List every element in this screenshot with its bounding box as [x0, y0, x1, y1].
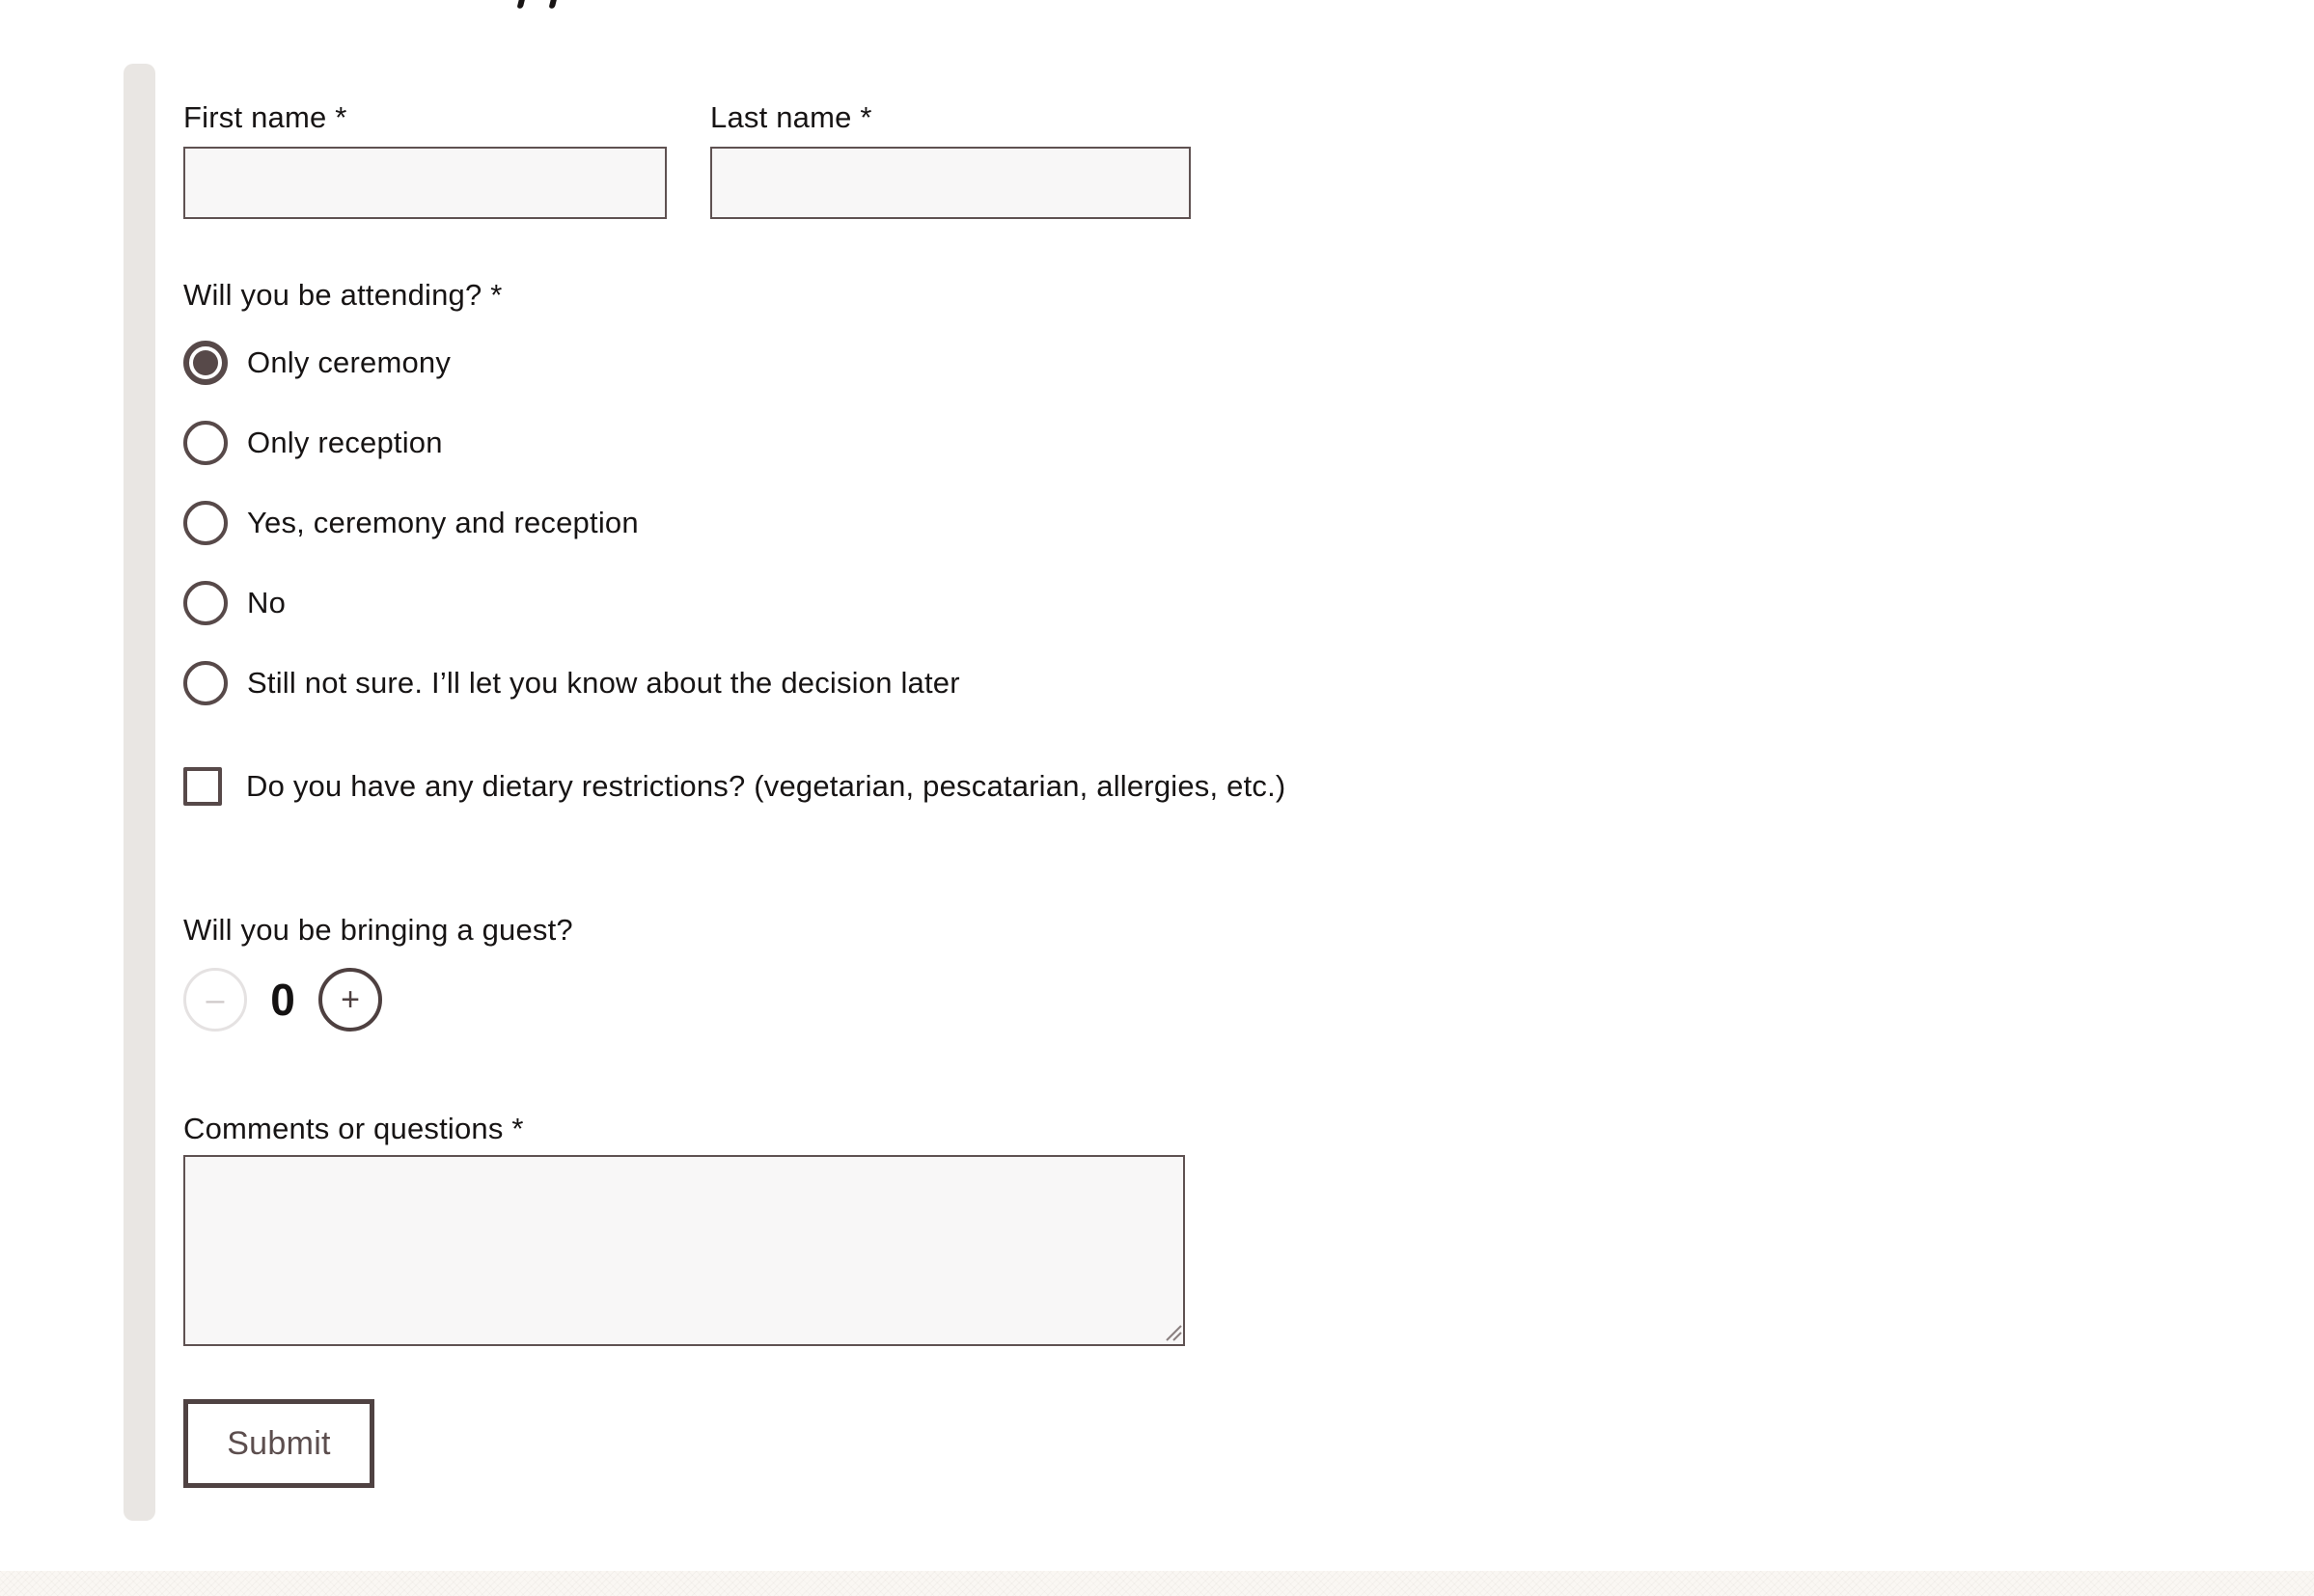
radio-option-only-reception[interactable] — [183, 421, 960, 465]
dietary-checkbox[interactable] — [183, 767, 222, 806]
radio-option-ceremony-and-reception[interactable] — [183, 501, 960, 545]
radio-option-label: No — [247, 586, 287, 619]
radio-option-label: Only ceremony — [247, 345, 452, 379]
dietary-checkbox-row[interactable] — [183, 764, 1285, 809]
radio-option-not-sure[interactable] — [183, 661, 960, 705]
first-name-input[interactable] — [183, 147, 667, 219]
radio-option-label: Only reception — [247, 426, 443, 459]
decrement-button[interactable]: – — [183, 968, 247, 1032]
comments-label: Comments or questions * — [183, 1112, 524, 1145]
radio-icon[interactable] — [183, 661, 228, 705]
attending-question-label: Will you be attending? * — [183, 278, 503, 312]
first-name-label: First name * — [183, 100, 347, 134]
bottom-texture-band — [0, 1571, 2314, 1596]
dietary-checkbox-label: Do you have any dietary restrictions? (vegetarian, pescatarian, allergies, etc.) — [246, 769, 1286, 803]
radio-option-only-ceremony[interactable] — [183, 341, 960, 385]
comments-textarea[interactable] — [183, 1155, 1185, 1346]
guest-stepper — [183, 967, 382, 1032]
attending-radio-group — [183, 341, 960, 705]
last-name-input[interactable] — [710, 147, 1191, 219]
submit-button[interactable]: Submit — [183, 1399, 374, 1488]
last-name-label: Last name * — [710, 100, 872, 134]
radio-selected-icon[interactable] — [183, 341, 228, 385]
radio-option-label: Yes, ceremony and reception — [247, 506, 639, 539]
radio-icon[interactable] — [183, 501, 228, 545]
radio-option-no[interactable] — [183, 581, 960, 625]
clipped-heading-fragment — [549, 0, 558, 10]
guest-question-label: Will you be bringing a guest? — [183, 913, 573, 947]
guest-count-value: 0 — [270, 975, 295, 1025]
radio-icon[interactable] — [183, 581, 228, 625]
radio-option-label: Still not sure. I’ll let you know about the decision later — [247, 666, 960, 700]
radio-icon[interactable] — [183, 421, 228, 465]
increment-button[interactable]: + — [318, 968, 382, 1032]
clipped-heading-fragment — [517, 0, 526, 10]
scrollbar-track[interactable] — [124, 64, 155, 1521]
